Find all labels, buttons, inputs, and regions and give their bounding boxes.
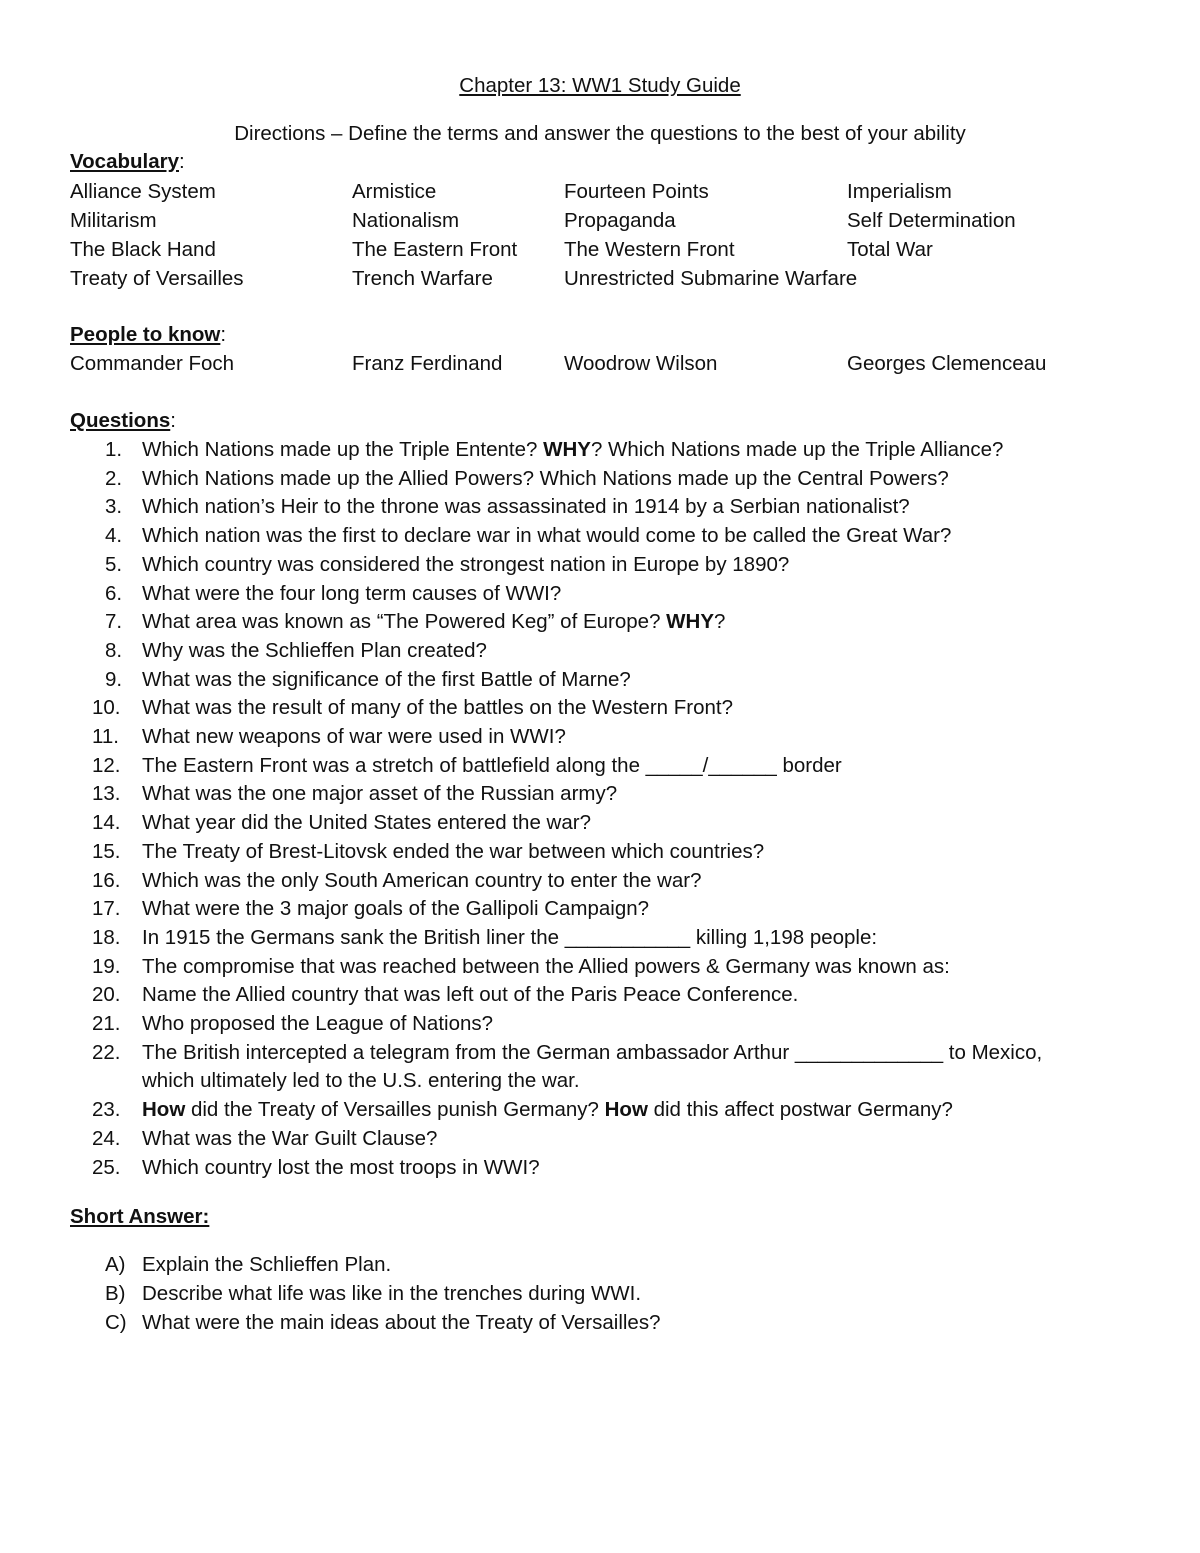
- question-item: [70, 551, 1150, 580]
- question-item: [70, 1010, 1150, 1039]
- question-text: What was the one major asset of the Russian army?: [142, 782, 618, 806]
- question-item: [70, 493, 1150, 522]
- question-text: Which was the only South American country to enter the war?: [142, 868, 702, 892]
- question-text: What was the significance of the first Battle of Marne?: [142, 667, 631, 691]
- short-answer-text: What were the main ideas about the Treaty of Versailles?: [142, 1311, 661, 1334]
- question-text: Which country lost the most troops in WWI?: [142, 1155, 540, 1179]
- question-number: 2.: [105, 466, 123, 490]
- question-text: What new weapons of war were used in WWI?: [142, 725, 566, 749]
- person-name: Commander Foch: [70, 352, 235, 375]
- question-number: 25.: [92, 1155, 121, 1179]
- short-answer-letter: A): [105, 1253, 126, 1276]
- people-grid: [70, 349, 1150, 378]
- question-text: What was the result of many of the battles on the Western Front?: [142, 696, 733, 720]
- question-item: [70, 694, 1150, 723]
- question-item: [70, 924, 1150, 953]
- question-number: 10.: [92, 696, 121, 720]
- question-number: 16.: [92, 868, 121, 892]
- question-text: Which Nations made up the Triple Entente? WHY? Which Nations made up the Triple Alliance?: [142, 438, 1004, 461]
- question-number: 20.: [92, 983, 121, 1007]
- question-number: 3.: [105, 495, 123, 519]
- question-number: 5.: [105, 552, 123, 576]
- vocab-term: Militarism: [70, 209, 157, 232]
- short-answer-heading-label: Short Answer:: [70, 1205, 210, 1228]
- vocab-term: The Western Front: [564, 238, 735, 261]
- question-text: Which country was considered the strongest nation in Europe by 1890?: [142, 552, 790, 576]
- question-item: [70, 666, 1150, 695]
- question-text: Which nation’s Heir to the throne was assassinated in 1914 by a Serbian nationalist?: [142, 495, 910, 519]
- vocabulary-heading-label: Vocabulary: [70, 150, 179, 173]
- question-text: What were the four long term causes of WWI?: [142, 581, 562, 605]
- question-item: [70, 522, 1150, 551]
- vocab-term: Alliance System: [70, 180, 216, 203]
- vocabulary-row: [70, 264, 1150, 293]
- question-text: What year did the United States entered the war?: [142, 811, 591, 835]
- vocab-term: Armistice: [352, 180, 437, 203]
- short-answer-list: [70, 1250, 1150, 1337]
- short-answer-text: Explain the Schlieffen Plan.: [142, 1253, 392, 1276]
- page-title: Chapter 13: WW1 Study Guide: [459, 74, 741, 97]
- questions-list: [70, 436, 1150, 1182]
- question-text: In 1915 the Germans sank the British liner the ___________ killing 1,198 people:: [142, 925, 878, 949]
- question-item: [70, 723, 1150, 752]
- question-number: 13.: [92, 782, 121, 806]
- question-text: What area was known as “The Powered Keg” of Europe? WHY?: [142, 610, 726, 634]
- vocab-term: Self Determination: [847, 209, 1016, 232]
- question-number: 21.: [92, 1012, 121, 1036]
- question-number: 12.: [92, 753, 121, 777]
- short-answer-item: [70, 1250, 1150, 1279]
- vocab-term: Imperialism: [847, 180, 952, 203]
- question-text: What was the War Guilt Clause?: [142, 1126, 438, 1150]
- question-text: The Eastern Front was a stretch of battlefield along the _____/______ border: [142, 753, 842, 777]
- people-row: [70, 349, 1150, 378]
- question-number: 7.: [105, 610, 123, 634]
- question-text: Why was the Schlieffen Plan created?: [142, 638, 487, 662]
- question-text: The British intercepted a telegram from the German ambassador Arthur _____________ to Mexico,: [142, 1040, 1043, 1064]
- short-answer-text: Describe what life was like in the trenches during WWI.: [142, 1282, 642, 1305]
- short-answer-letter: B): [105, 1282, 126, 1305]
- question-number: 15.: [92, 839, 121, 863]
- vocabulary-row: [70, 206, 1150, 235]
- question-number: 6.: [105, 581, 123, 605]
- people-heading-colon: :: [220, 323, 227, 346]
- vocabulary-grid: [70, 177, 1150, 293]
- vocabulary-row: [70, 235, 1150, 264]
- directions-text: Directions – Define the terms and answer the questions to the best of your ability: [234, 122, 966, 145]
- question-item: [70, 780, 1150, 809]
- question-item: [70, 1125, 1150, 1154]
- vocab-term: Unrestricted Submarine Warfare: [564, 267, 858, 290]
- person-name: Franz Ferdinand: [352, 352, 503, 375]
- question-text: How did the Treaty of Versailles punish Germany? How did this affect postwar Germany?: [142, 1098, 953, 1122]
- vocab-term: Fourteen Points: [564, 180, 709, 203]
- questions-heading-label: Questions: [70, 409, 171, 432]
- vocab-term: Nationalism: [352, 209, 460, 232]
- question-text: Name the Allied country that was left out of the Paris Peace Conference.: [142, 983, 799, 1007]
- question-item: [70, 608, 1150, 637]
- question-item: [70, 637, 1150, 666]
- question-number: 8.: [105, 638, 123, 662]
- question-number: 18.: [92, 925, 121, 949]
- question-item: [70, 953, 1150, 982]
- vocab-term: Total War: [847, 238, 933, 261]
- question-number: 24.: [92, 1126, 121, 1150]
- question-number: 17.: [92, 897, 121, 921]
- question-item: [70, 867, 1150, 896]
- question-item: [70, 1096, 1150, 1125]
- question-text: Which Nations made up the Allied Powers? Which Nations made up the Central Powers?: [142, 466, 949, 490]
- question-number: 11.: [92, 725, 119, 749]
- vocabulary-heading-colon: :: [179, 150, 185, 173]
- people-heading: [70, 321, 226, 349]
- question-item: [70, 809, 1150, 838]
- question-number: 4.: [105, 524, 123, 548]
- people-heading-label: People to know: [70, 323, 221, 346]
- vocab-term: Trench Warfare: [352, 267, 493, 290]
- question-item: [70, 895, 1150, 924]
- question-number: 1.: [105, 438, 123, 461]
- person-name: Woodrow Wilson: [564, 352, 718, 375]
- vocab-term: Treaty of Versailles: [70, 267, 244, 290]
- question-text: The compromise that was reached between the Allied powers & Germany was known as:: [142, 954, 950, 978]
- short-answer-item: [70, 1308, 1150, 1337]
- vocab-term: The Eastern Front: [352, 238, 518, 261]
- question-item: [70, 752, 1150, 781]
- vocab-term: The Black Hand: [70, 238, 216, 261]
- question-item: [70, 1154, 1150, 1183]
- short-answer-letter: C): [105, 1311, 127, 1334]
- person-name: Georges Clemenceau: [847, 352, 1047, 375]
- question-number: 14.: [92, 811, 121, 835]
- vocab-term: Propaganda: [564, 209, 676, 232]
- question-item: [70, 436, 1150, 465]
- question-item: [70, 580, 1150, 609]
- question-item: [70, 465, 1150, 494]
- question-text: What were the 3 major goals of the Gallipoli Campaign?: [142, 897, 650, 921]
- questions-heading: [70, 407, 176, 435]
- vocabulary-row: [70, 177, 1150, 206]
- question-item: [70, 981, 1150, 1010]
- question-number: 22.: [92, 1040, 121, 1064]
- question-item: [70, 1039, 1150, 1096]
- questions-heading-colon: :: [170, 409, 176, 432]
- question-number: 9.: [105, 667, 123, 691]
- question-text-continued: which ultimately led to the U.S. entering the war.: [142, 1069, 580, 1093]
- question-item: [70, 838, 1150, 867]
- question-text: The Treaty of Brest-Litovsk ended the war between which countries?: [142, 839, 765, 863]
- vocabulary-heading: [70, 148, 185, 176]
- short-answer-item: [70, 1279, 1150, 1308]
- question-number: 19.: [92, 954, 121, 978]
- question-number: 23.: [92, 1098, 121, 1122]
- short-answer-heading: [70, 1203, 209, 1231]
- question-text: Which nation was the first to declare war in what would come to be called the Great War?: [142, 524, 952, 548]
- question-text: Who proposed the League of Nations?: [142, 1012, 494, 1036]
